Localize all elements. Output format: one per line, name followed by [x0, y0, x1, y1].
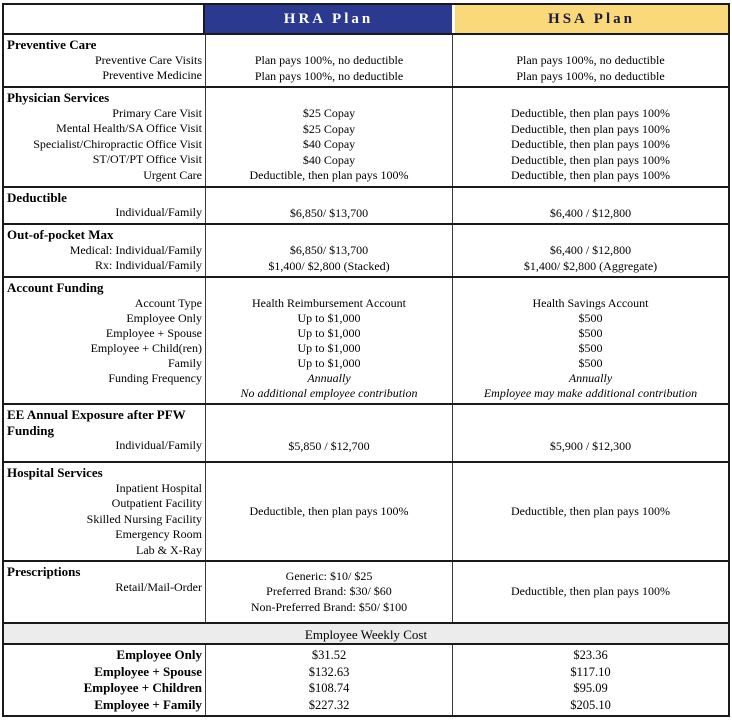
section-title: Physician Services: [7, 90, 110, 105]
row-label: Account Type: [134, 295, 202, 310]
employee-weekly-cost-band: [4, 622, 728, 643]
row-label: Employee + Child(ren): [90, 340, 202, 355]
row-label: Outpatient Facility: [111, 496, 202, 510]
value-line: $500: [578, 356, 603, 370]
weekly-cost-hsa-cell: [452, 645, 728, 715]
row-label: Primary Care Visit: [112, 105, 202, 120]
row-label: Individual/Family: [115, 205, 202, 219]
cost-value: $132.63: [308, 664, 350, 679]
row-label: Family: [167, 355, 202, 370]
value-line: Deductible, then plan pays 100%: [511, 152, 670, 167]
row-label: Funding Frequency: [108, 370, 202, 385]
hra-plan-header: HRA Plan: [205, 5, 452, 33]
value-line: Deductible, then plan pays 100%: [511, 584, 670, 599]
hospital-services-labels: [4, 463, 205, 560]
ee-annual-exposure-labels: [4, 405, 205, 461]
value-line: $1,400/ $2,800 (Aggregate): [523, 258, 658, 273]
cost-value: $23.36: [573, 648, 608, 662]
value-line: $5,850 / $12,700: [288, 439, 370, 453]
value-line: No additional employee contribution: [240, 386, 418, 400]
value-line: Plan pays 100%, no deductible: [254, 68, 404, 83]
cost-value: $31.52: [311, 648, 347, 662]
section-title: EE Annual Exposure after PFW Funding: [7, 407, 186, 438]
section-title: Out-of-pocket Max: [7, 227, 114, 242]
physician-services-labels: [4, 88, 205, 186]
section-physician-services: [4, 86, 728, 186]
hsa-plan-header: HSA Plan: [452, 5, 728, 33]
physician-services-hra-cell: [205, 88, 452, 186]
row-label: Lab & X-Ray: [136, 542, 202, 557]
deductible-labels: [4, 188, 205, 224]
section-title: Preventive Care: [7, 37, 97, 52]
value-line: $25 Copay: [302, 106, 356, 120]
value-line: Deductible, then plan pays 100%: [511, 168, 670, 182]
value-line: $40 Copay: [302, 137, 356, 151]
value-line: Deductible, then plan pays 100%: [511, 121, 670, 136]
value-line: Employee may make additional contribution: [483, 386, 698, 400]
row-label: Urgent Care: [143, 167, 202, 182]
cost-value: $95.09: [573, 681, 608, 695]
value-line: $500: [578, 341, 603, 355]
cost-value: $117.10: [570, 664, 611, 679]
value-line: Up to $1,000: [297, 341, 361, 355]
cost-row-label: Employee + Spouse: [94, 663, 202, 679]
value-line: Up to $1,000: [297, 356, 361, 370]
value-line: $500: [578, 311, 603, 325]
value-line: Plan pays 100%, no deductible: [516, 68, 665, 83]
weekly-cost-hra-cell: [205, 645, 452, 715]
cost-value: $108.74: [308, 681, 350, 695]
band-title: Employee Weekly Cost: [304, 627, 428, 642]
hospital-services-hra-cell: [205, 463, 452, 560]
value-line: Deductible, then plan pays 100%: [511, 503, 670, 518]
account-funding-hsa-cell: [452, 278, 728, 403]
cost-value: $227.32: [308, 697, 350, 712]
value-line: Deductible, then plan pays 100%: [511, 137, 670, 151]
value-line: Preferred Brand: $30/ $60: [266, 584, 392, 599]
row-label: Employee + Spouse: [105, 325, 202, 340]
section-title: Hospital Services: [7, 465, 103, 480]
account-funding-labels: [4, 278, 205, 403]
row-label: Emergency Room: [115, 527, 202, 541]
value-line: Generic: $10/ $25: [285, 568, 373, 583]
cost-row-label: Employee + Family: [94, 696, 202, 712]
account-funding-hra-cell: [205, 278, 452, 403]
deductible-hsa-cell: [452, 188, 728, 224]
row-label: ST/OT/PT Office Visit: [92, 152, 202, 166]
value-line: Deductible, then plan pays 100%: [511, 106, 670, 120]
value-line: $6,400 / $12,800: [549, 243, 632, 257]
header-empty-cell: [4, 5, 205, 33]
section-title: Account Funding: [7, 280, 104, 295]
preventive-care-hsa-cell: [452, 35, 728, 86]
value-line: $25 Copay: [302, 121, 356, 136]
section-preventive-care: [4, 33, 728, 86]
value-line: Plan pays 100%, no deductible: [516, 53, 665, 67]
value-line: Up to $1,000: [297, 311, 361, 325]
out-of-pocket-max-labels: [4, 225, 205, 276]
row-label: Specialist/Chiropractic Office Visit: [33, 136, 202, 151]
value-line: $5,900 / $12,300: [549, 439, 632, 453]
value-line: $500: [578, 326, 603, 340]
value-line: $6,850/ $13,700: [289, 205, 369, 220]
deductible-hra-cell: [205, 188, 452, 224]
value-line: Plan pays 100%, no deductible: [254, 53, 404, 67]
value-line: Annually: [307, 371, 351, 385]
ee-annual-exposure-hsa-cell: [452, 405, 728, 461]
value-line: $6,850/ $13,700: [289, 243, 369, 257]
row-label: Inpatient Hospital: [115, 480, 202, 495]
out-of-pocket-max-hra-cell: [205, 225, 452, 276]
section-account-funding: [4, 276, 728, 403]
hospital-services-hsa-cell: [452, 463, 728, 560]
prescriptions-hra-cell: [205, 562, 452, 622]
row-label: Individual/Family: [115, 438, 202, 452]
benefits-comparison-table: [2, 3, 730, 717]
section-title: Deductible: [7, 189, 67, 205]
section-hospital-services: [4, 461, 728, 560]
value-line: $40 Copay: [302, 152, 356, 167]
cost-value: $205.10: [570, 697, 611, 712]
section-title: Prescriptions: [7, 564, 81, 579]
row-label: Employee Only: [126, 310, 202, 325]
row-label: Medical: Individual/Family: [69, 242, 202, 257]
section-deductible: [4, 186, 728, 224]
prescriptions-labels: [4, 562, 205, 622]
cost-row-label: Employee + Children: [83, 680, 202, 695]
preventive-care-hra-cell: [205, 35, 452, 86]
value-line: Up to $1,000: [297, 326, 361, 340]
row-label: Mental Health/SA Office Visit: [56, 121, 202, 135]
prescriptions-hsa-cell: [452, 562, 728, 622]
cost-row-label: Employee Only: [116, 647, 202, 662]
value-line: Deductible, then plan pays 100%: [249, 168, 409, 182]
value-line: $6,400 / $12,800: [549, 205, 632, 220]
row-label: Skilled Nursing Facility: [86, 511, 202, 526]
weekly-cost-labels: [4, 645, 205, 715]
value-line: $1,400/ $2,800 (Stacked): [268, 258, 390, 273]
physician-services-hsa-cell: [452, 88, 728, 186]
row-label: Preventive Medicine: [102, 68, 202, 82]
preventive-care-labels: [4, 35, 205, 86]
table-header-row: [4, 5, 728, 33]
out-of-pocket-max-hsa-cell: [452, 225, 728, 276]
value-line: Non-Preferred Brand: $50/ $100: [250, 599, 408, 614]
section-ee-annual-exposure: [4, 403, 728, 461]
row-label: Preventive Care Visits: [94, 52, 202, 67]
value-line: Deductible, then plan pays 100%: [249, 503, 409, 518]
value-line: Annually: [568, 371, 613, 385]
section-out-of-pocket-max: [4, 223, 728, 276]
section-weekly-cost-rows: [4, 643, 728, 715]
section-prescriptions: [4, 560, 728, 622]
ee-annual-exposure-hra-cell: [205, 405, 452, 461]
row-label: Retail/Mail-Order: [115, 579, 202, 594]
row-label: Rx: Individual/Family: [95, 258, 202, 272]
value-line: Health Savings Account: [532, 296, 649, 310]
value-line: Health Reimbursement Account: [252, 296, 406, 310]
